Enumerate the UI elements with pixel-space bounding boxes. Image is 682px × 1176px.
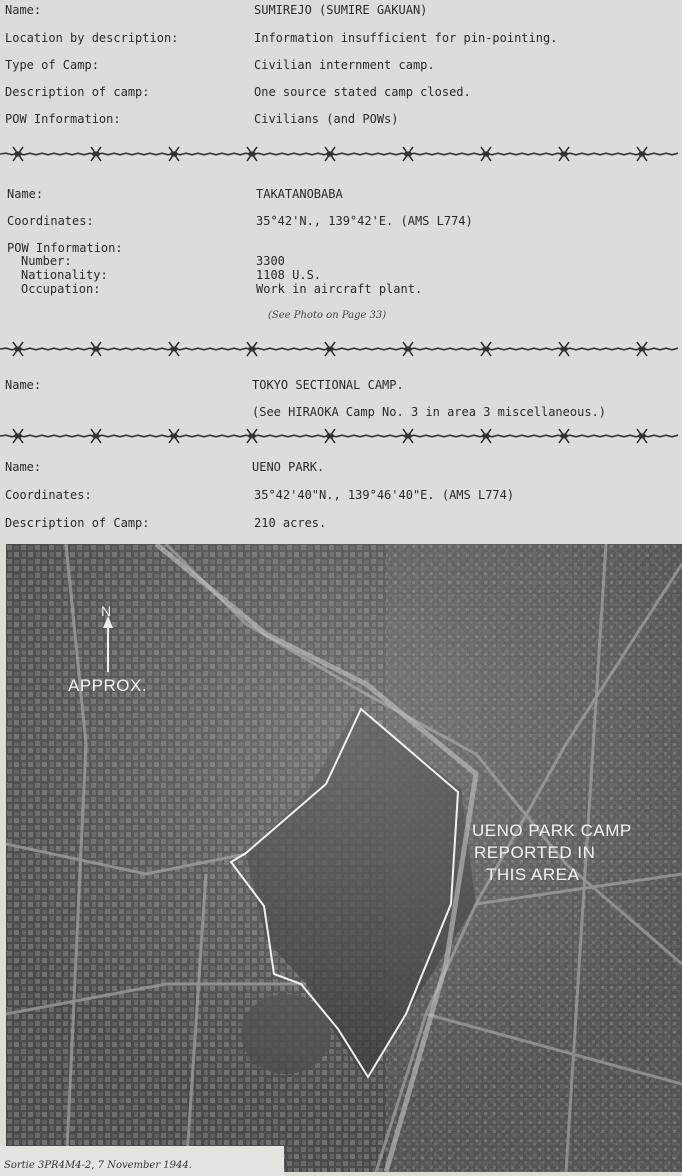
nationality-value: 1108 U.S. [256, 268, 322, 282]
name-label: Name: [5, 460, 42, 474]
location-label: Location by description: [5, 31, 179, 45]
north-label: N [101, 603, 112, 619]
pow-label: POW Information: [5, 112, 121, 126]
description-value: One source stated camp closed. [254, 85, 471, 99]
name-label: Name: [5, 3, 42, 17]
name-value: UENO PARK. [252, 460, 325, 474]
name-value: SUMIREJO (SUMIRE GAKUAN) [254, 3, 428, 17]
barb-knot-icon [91, 342, 101, 356]
name-value: TAKATANOBABA [256, 187, 343, 201]
camp-label-line2: REPORTED IN [474, 843, 596, 862]
barb-knot-icon [403, 342, 413, 356]
coordinates-label: Coordinates: [5, 488, 92, 502]
barb-knot-icon [325, 147, 335, 161]
barb-knot-icon [481, 147, 491, 161]
barb-knot-icon [13, 342, 23, 356]
barb-knot-icon [637, 429, 647, 443]
barb-knot-icon [247, 147, 257, 161]
barb-knot-icon [91, 147, 101, 161]
description-label: Description of Camp: [5, 516, 150, 530]
occupation-value: Work in aircraft plant. [256, 282, 423, 296]
section3-see-note: (See HIRAOKA Camp No. 3 in area 3 miscellaneous.) [252, 405, 607, 419]
nationality-label: Nationality: [21, 268, 108, 282]
barb-knot-icon [13, 429, 23, 443]
approx-label: APPROX. [68, 676, 148, 695]
barb-knot-icon [13, 147, 23, 161]
camp-label-line3: THIS AREA [486, 865, 580, 884]
description-value: 210 acres. [254, 516, 327, 530]
coordinates-value: 35°42'N., 139°42'E. (AMS L774) [256, 214, 473, 228]
camp-label-line1: UENO PARK CAMP [472, 821, 632, 840]
barb-knot-icon [403, 429, 413, 443]
description-label: Description of camp: [5, 85, 150, 99]
name-label: Name: [7, 187, 44, 201]
barb-knot-icon [559, 429, 569, 443]
barb-knot-icon [637, 147, 647, 161]
name-value: TOKYO SECTIONAL CAMP. [252, 378, 404, 392]
barb-knot-icon [247, 342, 257, 356]
number-value: 3300 [256, 254, 285, 268]
type-label: Type of Camp: [5, 58, 99, 72]
number-label: Number: [21, 254, 72, 268]
type-value: Civilian internment camp. [254, 58, 435, 72]
coordinates-value: 35°42'40"N., 139°46'40"E. (AMS L774) [254, 488, 515, 502]
pow-info-label: POW Information: [7, 241, 123, 255]
barb-knot-icon [91, 429, 101, 443]
barb-knot-icon [325, 342, 335, 356]
coordinates-label: Coordinates: [7, 214, 94, 228]
barbed-wire-divider [0, 339, 682, 359]
aerial-photograph [6, 544, 682, 1172]
barb-knot-icon [325, 429, 335, 443]
occupation-label: Occupation: [21, 282, 101, 296]
barbed-wire-divider [0, 426, 682, 446]
barb-knot-icon [247, 429, 257, 443]
barb-knot-icon [403, 147, 413, 161]
pow-value: Civilians (and POWs) [254, 112, 399, 126]
barb-knot-icon [169, 342, 179, 356]
location-value: Information insufficient for pin-pointing. [254, 31, 558, 45]
name-label: Name: [5, 378, 42, 392]
barb-knot-icon [481, 429, 491, 443]
photo-caption: Sortie 3PR4M4-2, 7 November 1944. [4, 1160, 192, 1171]
barbed-wire-divider [0, 144, 682, 164]
photo-reference-note: (See Photo on Page 33) [268, 310, 387, 321]
barb-knot-icon [169, 147, 179, 161]
barb-knot-icon [169, 429, 179, 443]
barb-knot-icon [481, 342, 491, 356]
barb-knot-icon [559, 342, 569, 356]
barb-knot-icon [637, 342, 647, 356]
barb-knot-icon [559, 147, 569, 161]
